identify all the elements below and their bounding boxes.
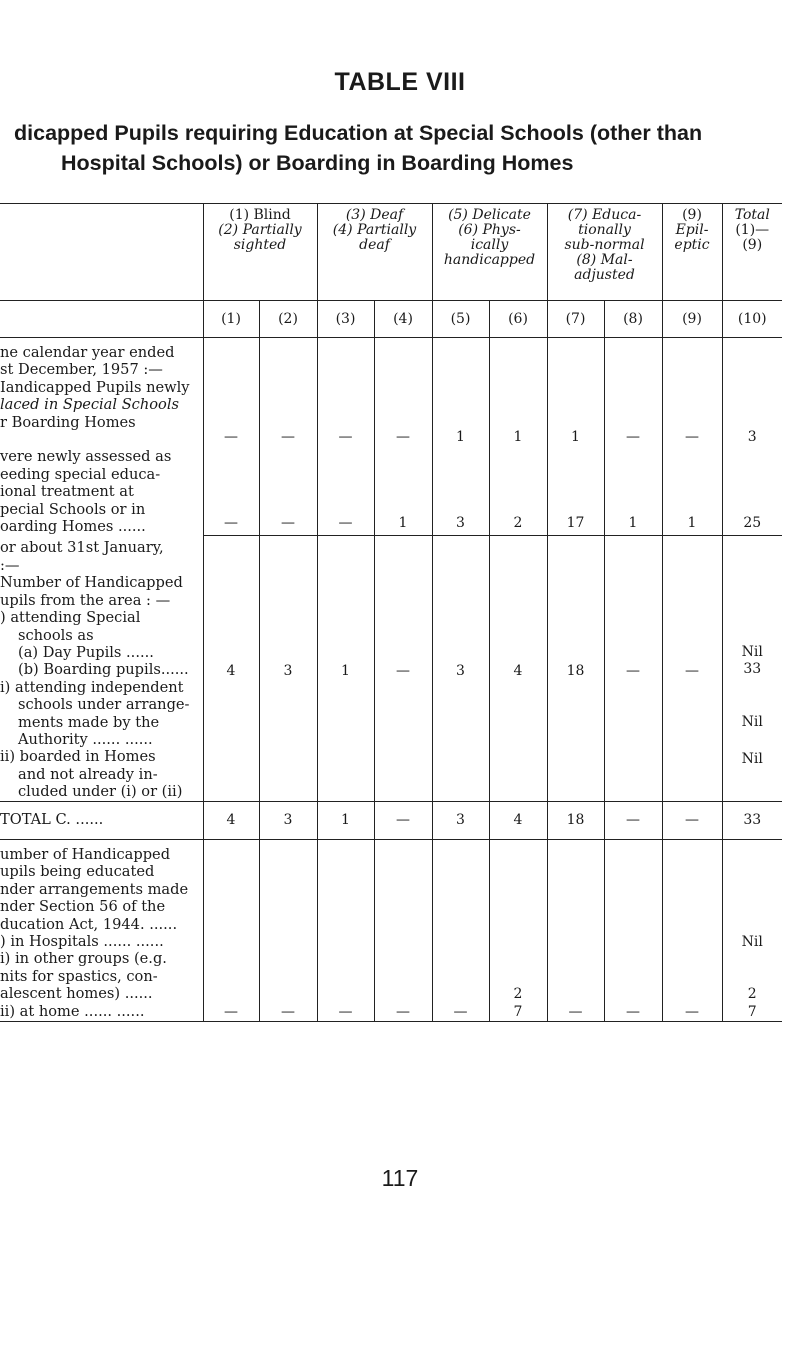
table-cell: 2 7: [489, 839, 547, 1021]
table-cell: —: [259, 338, 317, 447]
total-column-cell: Nil 2 7: [722, 839, 782, 1021]
total-column-cell: Nil 33 Nil Nil: [722, 535, 782, 801]
table-cell: —: [317, 338, 374, 447]
table-cell: 1: [547, 338, 604, 447]
table-cell: —: [604, 839, 662, 1021]
table-cell: —: [662, 338, 722, 447]
table-cell: 3: [432, 535, 489, 801]
table-cell: 17: [547, 447, 604, 536]
header-group-row: [0, 204, 782, 301]
table-cell: —: [317, 839, 374, 1021]
col-number: (10): [722, 301, 782, 338]
special-schools-table: [0, 203, 782, 1022]
table-cell: 1: [489, 338, 547, 447]
table-cell: —: [662, 801, 722, 839]
header-blank: [0, 204, 203, 301]
total-c-label: TOTAL C. ......: [0, 801, 203, 839]
table-cell: —: [432, 839, 489, 1021]
table-cell: 2: [489, 447, 547, 536]
col-number: (5): [432, 301, 489, 338]
header-blind: (1) Blind (2) Partially sighted: [203, 204, 317, 301]
table-cell: —: [604, 535, 662, 801]
col-number: (7): [547, 301, 604, 338]
table-cell: —: [374, 338, 432, 447]
table-cell: —: [374, 839, 432, 1021]
table-cell: —: [203, 839, 259, 1021]
table-cell: 1: [317, 535, 374, 801]
total-c-row: [0, 801, 782, 839]
table-cell: —: [259, 447, 317, 536]
table-subtitle: [14, 118, 800, 178]
col-number: (2): [259, 301, 317, 338]
col-number: (4): [374, 301, 432, 338]
section-c-row: [0, 535, 782, 801]
table-cell: 33: [722, 801, 782, 839]
table-cell: —: [203, 447, 259, 536]
page-number: 117: [381, 1165, 419, 1191]
subtitle-line-1: dicapped Pupils requiring Education at Special Schools (other than: [14, 121, 703, 145]
table-cell: 1: [432, 338, 489, 447]
table-title: TABLE VIII: [334, 68, 466, 96]
section-a-newly-placed-row: [0, 338, 782, 447]
header-epileptic: (9) Epil- eptic: [662, 204, 722, 301]
table-cell: 4: [489, 801, 547, 839]
table-cell: 1: [317, 801, 374, 839]
col-number: (6): [489, 301, 547, 338]
col-number: (1): [203, 301, 259, 338]
table-cell: 1: [604, 447, 662, 536]
table-cell: 3: [432, 447, 489, 536]
table-cell: —: [259, 839, 317, 1021]
table-cell: —: [604, 801, 662, 839]
table-cell: —: [317, 447, 374, 536]
header-total: Total (1)— (9): [722, 204, 782, 301]
col-number: (9): [662, 301, 722, 338]
table-cell: —: [662, 839, 722, 1021]
header-educationally-subnormal: (7) Educa- tionally sub-normal (8) Mal- adjusted: [547, 204, 662, 301]
section-d-label: umber of Handicapped upils being educated nder arrangements made nder Section 56 of the ducation Act, 1944. ...... ) in Hospitals ...... ...... i) in other groups (e.g. nits for spastics, con- alescent homes) ...... ii) at home ...... ......: [0, 839, 203, 1021]
table-cell: 1: [374, 447, 432, 536]
table-cell: —: [662, 535, 722, 801]
table-cell: 4: [203, 801, 259, 839]
table-cell: —: [547, 839, 604, 1021]
table-cell: 18: [547, 801, 604, 839]
table-cell: 4: [203, 535, 259, 801]
header-delicate: (5) Delicate (6) Phys- ically handicapped: [432, 204, 547, 301]
table-cell: —: [203, 338, 259, 447]
table-cell: 18: [547, 535, 604, 801]
table-cell: 4: [489, 535, 547, 801]
table-cell: 25: [722, 447, 782, 536]
table-cell: 3: [259, 801, 317, 839]
table-cell: 3: [747, 429, 757, 446]
col-number: (3): [317, 301, 374, 338]
section-d-row: [0, 839, 782, 1021]
table-cell: 3: [432, 801, 489, 839]
table-cell: 3: [259, 535, 317, 801]
header-deaf: (3) Deaf (4) Partially deaf: [317, 204, 432, 301]
section-c-label: or about 31st January, :— Number of Handicapped upils from the area : — ) attending Special schools as (a) Day Pupils ...... (b) Boarding pupils...... i) attending independent schools under arrange- ments made by the Authority ...... ...... ii) boarded in Homes and not already in- cluded under (i) or (ii): [0, 535, 203, 801]
table-cell: —: [374, 535, 432, 801]
subtitle-line-2: Hospital Schools) or Boarding in Boarding Homes: [61, 151, 574, 175]
table-cell: 1: [662, 447, 722, 536]
table-cell: —: [604, 338, 662, 447]
column-number-row: [0, 301, 782, 338]
table-cell: —: [374, 801, 432, 839]
section-a-label: ne calendar year ended st December, 1957 :— Iandicapped Pupils newly laced in Special Schools r Boarding Homes vere newly assessed as eeding special educa- ional treatment at pecial Schools or in oarding Homes ......: [0, 338, 203, 536]
col-number: (8): [604, 301, 662, 338]
